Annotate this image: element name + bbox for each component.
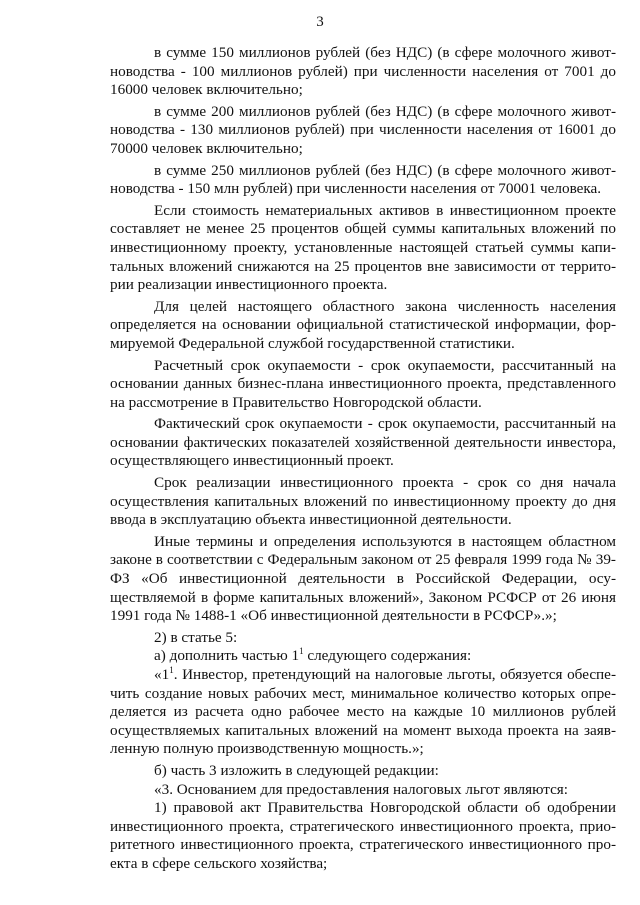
superscript: 1 <box>169 665 174 675</box>
paragraph-amend-a <box>110 647 616 666</box>
paragraph: 2) в статье 5: <box>154 628 238 646</box>
paragraph: Расчетный срок окупаемости - срок окупаемости, рассчитанный на основании данных бизнес-плана инвестиционного проекта, представленного на рассмотрение в Правительство Новгородской области. <box>110 356 616 411</box>
page-number: 3 <box>316 14 324 30</box>
amend-a-tail: следующего содержания: <box>303 647 472 665</box>
paragraph: Фактический срок окупаемости - срок окупаемости, рассчитанный на основании фактических показателей хозяйственной деятельности инвестора, осуществляющего инвестиционный проект. <box>110 415 616 470</box>
paragraph: в сумме 150 миллионов рублей (без НДС) (в сфере молочного животноводства - 100 миллионов рублей) при численности населения от 7001 до 16000 человек включительно; <box>110 44 616 99</box>
paragraph: Иные термины и определения используются в настоящем областном законе в соответствии с Федеральным законом от 25 февраля 1999 года № 39-ФЗ «Об инвестиционной деятельности в Российской Федерации, осуществляемой в форме капитальных вложений», Законом РСФСР от 26 июня 1991 года № 1488-1 «Об инвестиционной деятельности в РСФСР».»; <box>110 532 616 625</box>
superscript: 1 <box>299 646 304 657</box>
paragraph: 1) правовой акт Правительства Новгородской области об одобрении инвестиционного проекта, стратегического инвестиционного проекта, приоритетного инвестиционного проекта, стратегического инвестиционного проекта в сфере сельского хозяйства; <box>110 799 616 872</box>
paragraph: в сумме 250 миллионов рублей (без НДС) (в сфере молочного животноводства - 150 млн рублей) при численности населения от 70001 человека. <box>110 161 616 198</box>
part-1-1-text: . Инвестор, претендующий на налоговые льготы, обязуется обеспечить создание новых рабочих мест, минимальное количество которых определяется из расчета одно рабочее место на каждые 10 миллионов рублей осуществляемых капитальных вложений на момент выхода проекта на заявленную полную производственную мощность.»; <box>110 666 616 758</box>
document-body <box>110 44 616 877</box>
paragraph: б) часть 3 изложить в следующей редакции: <box>154 761 439 779</box>
paragraph: Для целей настоящего областного закона численность населения определяется на основании официальной статистической информации, формируемой Федеральной службой государственной статистики. <box>110 297 616 352</box>
paragraph-part-1-1 <box>110 666 616 759</box>
paragraph: Если стоимость нематериальных активов в инвестиционном проекте составляет не менее 25 процентов общей суммы капитальных вложений по инвестиционному проекту, установленные настоящей статьей суммы капитальных вложений снижаются на 25 процентов вне зависимости от территории реализации инвестиционного проекта. <box>110 201 616 294</box>
paragraph: в сумме 200 миллионов рублей (без НДС) (в сфере молочного животноводства - 130 миллионов рублей) при численности населения от 16001 до 70000 человек включительно; <box>110 102 616 157</box>
part-1-1-open: «1 <box>154 666 170 683</box>
amend-a-text: а) дополнить частью 1 <box>154 647 300 665</box>
paragraph: Срок реализации инвестиционного проекта - срок со дня начала осуществления капитальных вложений по инвестиционному проекту до дня ввода в эксплуатацию объекта инвестиционной деятельности. <box>110 474 616 529</box>
paragraph: «3. Основанием для предоставления налоговых льгот являются: <box>154 780 569 798</box>
